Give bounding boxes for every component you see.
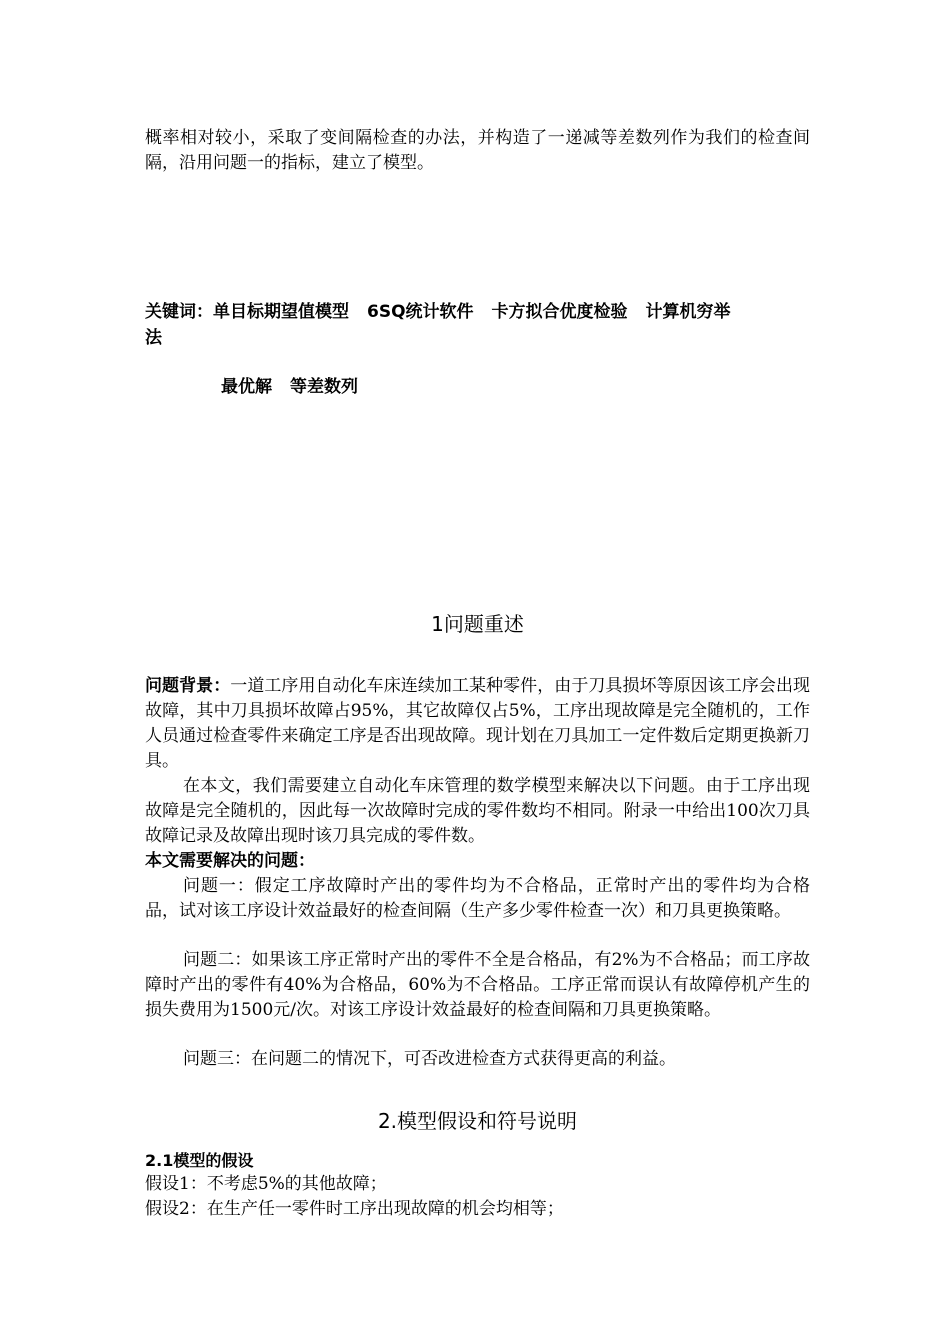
problem-1: 问题一：假定工序故障时产出的零件均为不合格品，正常时产出的零件均为合格品，试对该工序设计效益最好的检查间隔（生产多少零件检查一次）和刀具更换策略。 xyxy=(145,876,810,921)
keyword-5: 最优解 xyxy=(221,377,272,397)
keywords-label: 关键词： xyxy=(145,302,213,322)
section-1-title: 1问题重述 xyxy=(431,612,524,636)
background-text: 一道工序用自动化车床连续加工某种零件，由于刀具损坏等原因该工序会出现故障，其中刀具损坏故障占95%，其它故障仅占5%，工序出现故障是完全随机的，工作人员通过检查零件来确定工序是否出现故障。现计划在刀具加工一定件数后定期更换新刀具。 xyxy=(145,676,811,771)
assumption-2: 假设2：在生产任一零件时工序出现故障的机会均相等； xyxy=(145,1199,564,1219)
keyword-1: 单目标期望值模型 xyxy=(213,302,349,322)
background-paragraph xyxy=(145,674,810,774)
keywords-line xyxy=(145,299,810,325)
abstract-tail: 概率相对较小，采取了变间隔检查的办法，并构造了一递减等差数列作为我们的检查间隔，沿用问题一的指标，建立了模型。 xyxy=(145,128,810,173)
keyword-2: 6SQ统计软件 xyxy=(367,302,474,322)
assumption-1: 假设1：不考虑5%的其他故障； xyxy=(145,1174,387,1194)
problem-3: 问题三：在问题二的情况下，可否改进检查方式获得更高的利益。 xyxy=(183,1049,676,1069)
keyword-4: 计算机穷举 xyxy=(645,302,731,322)
keywords-wrap: 法 xyxy=(145,328,162,348)
section-2-1-title: 2.1模型的假设 xyxy=(145,1151,254,1170)
problem-2: 问题二：如果该工序正常时产出的零件不全是合格品，有2%为不合格品；而工序故障时产出的零件有40%为合格品，60%为不合格品。工序正常而误认有故障停机产生的损失费用为1500元/次。对该工序设计效益最好的检查间隔和刀具更换策略。 xyxy=(145,950,810,1020)
section-2-title: 2.模型假设和符号说明 xyxy=(377,1109,578,1133)
intro-paragraph: 在本文，我们需要建立自动化车床管理的数学模型来解决以下问题。由于工序出现故障是完全随机的，因此每一次故障时完成的零件数均不相同。附录一中给出100次刀具故障记录及故障出现时该刀具完成的零件数。 xyxy=(145,776,810,846)
background-label: 问题背景： xyxy=(145,676,231,696)
document-page xyxy=(145,0,810,1344)
keywords-line-2 xyxy=(221,374,810,400)
keyword-6: 等差数列 xyxy=(290,377,358,397)
keyword-3: 卡方拟合优度检验 xyxy=(491,302,628,322)
problems-label: 本文需要解决的问题： xyxy=(145,851,315,871)
